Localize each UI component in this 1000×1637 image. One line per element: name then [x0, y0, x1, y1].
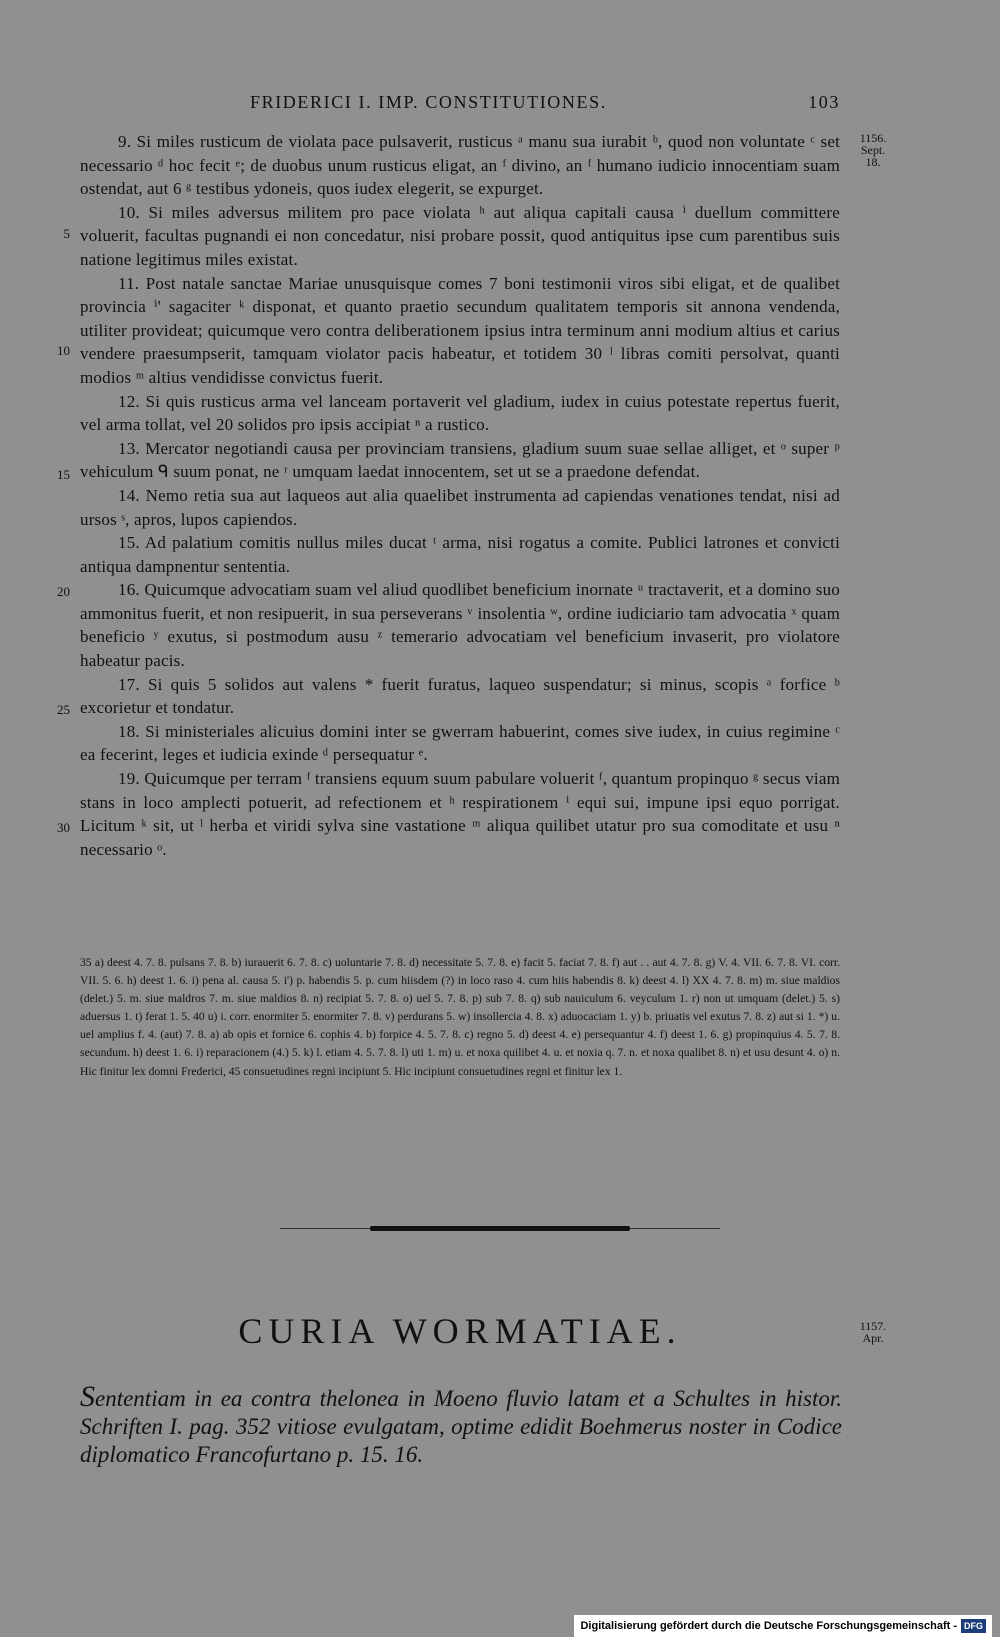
- paragraph-9: 9. Si miles rusticum de violata pace pulsaverit, rusticus ᵃ manu sua iurabit ᵇ, quod non voluntate ᶜ set necessario ᵈ hoc fecit ᵉ; de duobus unum rusticus eligat, an ᶠ divino, an ᶠ humano iudicio innocentiam suam ostendat, aut 6 ᵍ testibus ydoneis, quos iudex elegerit, se expurget.: [80, 132, 840, 199]
- section-date-month: Apr.: [862, 1331, 884, 1345]
- footnotes: 35 a) deest 4. 7. 8. pulsans 7. 8. b) iurauerit 6. 7. 8. c) uoluntarie 7. 8. d) necessitate 5. 7. 8. e) facit 5. faciat 7. 8. f) aut . . aut 4. 7. 8. g) V. 4. VII. 6. 7. 8. VI. corr. VII. 5. 6. h) deest 1. 6. i) pena al. causa 5. i') p. habendis 5. p. cum hiisdem (?) in loco raso 4. cum hiis habendis 8. k) deest 4. l) XX 4. 7. 8. m) m. siue maldios (delet.) 5. m. siue maldros 7. m. siue maldios 8. n) recipiat 5. 7. 8. o) uel 5. 7. 8. p) sub 7. 8. q) sub nauiculum 6. veyculum 1. r) non ut umquam (delet.) 5. s) aduersus 1. t) ferat 1. 5. 40 u) i. corr. enormiter 5. enormiter 7. 8. v) perdurans 5. w) insollercia 4. 8. x) aduocaciam 1. y) b. priuatis vel exutus 7. 8. z) aut si 1. *) u. uel amplius f. 4. (aut) 7. 8. a) ab opis et fornice 6. cophis 4. b) forpice 4. 5. 7. 8. c) regno 5. d) deest 4. e) persequantur 4. f) deest 1. 6. g) propinquius 4. 5. 7. 8. secundum. h) deest 1. 6. i) reparacionem (4.) 5. k) l. etiam 4. 5. 7. 8. l) uti 1. m) u. et noxa quilibet 4. u. et noxia q. 7. n. et noxa qualibet 8. n) et usu desunt 4. o) n. Hic finitur lex domni Frederici, 45 consuetudines regni incipiunt 5. Hic incipiunt consuetudines regni et finitur lex 1.: [80, 956, 840, 1078]
- section-intro: [80, 1380, 842, 1469]
- paragraph-17: 17. Si quis 5 solidos aut valens * fuerit furatus, laqueo suspendatur; si minus, scopis ᵃ forfice ᵇ excorietur et tondatur.: [80, 674, 840, 718]
- paragraph-13: 13. Mercator negotiandi causa per provinciam transiens, gladium suum suae sellae alliget, et ᵒ super ᵖ vehiculum ᑫ suum ponat, ne ʳ umquam laedat innocentem, set ut se a praedone defendat.: [80, 438, 840, 482]
- intro-initial: S: [80, 1380, 95, 1413]
- section-divider: [280, 1225, 720, 1233]
- line-number: 15: [57, 467, 70, 482]
- section-date: [848, 1320, 898, 1344]
- main-text: [80, 130, 840, 861]
- line-number: 20: [57, 584, 70, 599]
- running-title: FRIDERICI I. IMP. CONSTITUTIONES.: [250, 92, 607, 112]
- line-number: 10: [57, 343, 70, 358]
- paragraph-18: 18. Si ministeriales alicuius domini inter se gwerram habuerint, comes sive iudex, in cuius regimine ᶜ ea fecerint, leges et iudicia exinde ᵈ persequatur ᵉ.: [80, 721, 840, 765]
- paragraph-14: 14. Nemo retia sua aut laqueos aut alia quaelibet instrumenta ad capiendas venationes tendat, nisi ad ursos ˢ, apros, lupos capiendos.: [80, 485, 840, 529]
- intro-text: ententiam in ea contra thelonea in Moeno fluvio latam et a Schultes in histor. Schriften I. pag. 352 vitiose evulgatam, optime edidit Boehmerus noster in Codice diplomatico Francofurtano p. 15. 16.: [80, 1386, 842, 1467]
- line-number: 25: [57, 702, 70, 717]
- margin-date-day: 18.: [865, 155, 881, 169]
- paragraph-10: 10. Si miles adversus militem pro pace violata ʰ aut aliqua capitali causa ⁱ duellum committere voluerit, facultas pugnandi ei non concedatur, nisi probare possit, quod antiquitus ipse cum parentibus suis natione legitimus miles existat.: [80, 202, 840, 269]
- section-title: CURIA WORMATIAE.: [238, 1311, 682, 1351]
- line-number: 30: [57, 820, 70, 835]
- credit-text: Digitalisierung gefördert durch die Deutsche Forschungsgemeinschaft -: [580, 1620, 957, 1632]
- footer-credit: [574, 1615, 992, 1637]
- divider-bold-rule: [370, 1226, 630, 1231]
- paragraph-15: 15. Ad palatium comitis nullus miles ducat ᵗ arma, nisi rogatus a comite. Publici latrones et convicti antiqua dampnentur sententia.: [80, 533, 840, 576]
- page-number: 103: [808, 92, 840, 112]
- margin-date-year: 1156.: [859, 131, 887, 145]
- paragraph-19: 19. Quicumque per terram ᶠ transiens equum suum pabulare voluerit ᶠ, quantum propinquo ᵍ secus viam stans in loco amplecti potuerit, ad refectionem et ʰ respirationem ⁱ equi sui, impune ipsi equo porrigat. Licitum ᵏ sit, ut ˡ herba et viridi sylva sine vastatione ᵐ aliqua quilibet utatur pro sua comoditate et usu ⁿ necessario ᵒ.: [80, 769, 840, 859]
- margin-date-month: Sept.: [860, 143, 886, 157]
- paragraph-12: 12. Si quis rusticus arma vel lanceam portaverit vel gladium, iudex in cuius potestate repertus fuerit, vel arma tollat, vel 20 solidos pro ipsis accipiat ⁿ a rustico.: [80, 391, 840, 435]
- margin-date: [848, 132, 898, 168]
- dfg-logo: DFG: [961, 1619, 986, 1633]
- paragraph-16: 16. Quicumque advocatiam suam vel aliud quodlibet beneficium inornate ᵘ tractaverit, et a domino suo ammonitus fuerit, et non resipuerit, in sua perseverans ᵛ insolentia ʷ, ordine iudiciario tam advocatia ˣ quam beneficio ʸ exutus, si postmodum ausu ᶻ temerario advocatiam vel beneficium invaserit, pro violatore habeatur pacis.: [80, 580, 840, 671]
- paragraph-11: 11. Post natale sanctae Mariae unusquisque comes 7 boni testimonii viros sibi eligat, et de qualibet provincia ⁱ' sagaciter ᵏ disponat, et quanto praetio secundum qualitatem temporis sit annona vendenda, utiliter provideat; quicumque vero contra deliberationem ipsius intra terminum anni modium altius et carius vendere praesumpserit, tamquam violator pacis habeatur, et totidem 30 ˡ libras comiti persolvat, quanti modios ᵐ altius vendidisse convictus fuerit.: [80, 273, 840, 387]
- running-header: [80, 92, 840, 122]
- section-date-year: 1157.: [859, 1319, 887, 1333]
- line-number: 5: [63, 226, 70, 241]
